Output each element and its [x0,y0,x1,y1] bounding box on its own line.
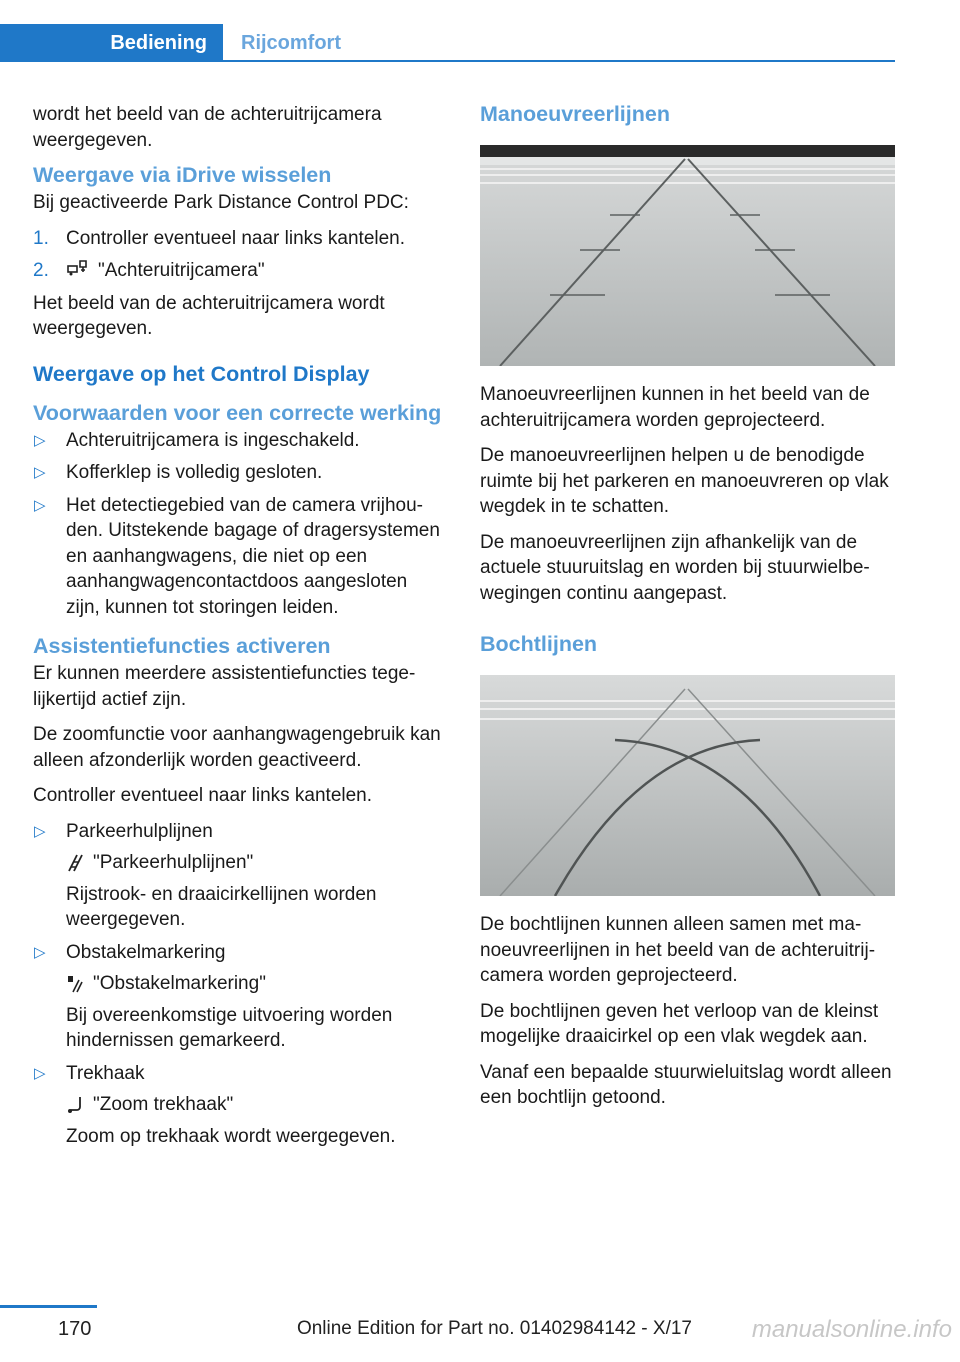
menu-label: "Parkeerhulplijnen" [93,852,254,873]
list-item [33,940,445,1054]
condition-text: Kofferklep is volledig gesloten. [66,462,323,483]
bocht-paragraph: De bochtlijnen geven het verloop van de kleinst mogelijke draaicirkel op een vlak wegdek aan. [480,1000,879,1047]
assist-item-title: Parkeerhulplijnen [66,820,213,842]
tab-rijcomfort[interactable]: Rijcomfort [241,32,341,54]
step-number: 1. [33,227,49,249]
conditions-list [33,428,445,621]
list-item [33,258,445,284]
triangle-bullet-icon: ▷ [34,822,46,840]
idrive-lead: Bij geactiveerde Park Distance Control PDC: [33,192,409,213]
assist-item-desc: Zoom op trekhaak wordt weergegeven. [66,1125,396,1147]
assist-item-title: Obstakelmarkering [66,941,226,963]
heading-assist: Assistentiefuncties activeren [33,634,331,658]
assist-item-desc: Rijstrook- en draaicirkellijnen worden weergegeven. [66,883,377,930]
tab-bediening[interactable]: Bediening [0,24,223,62]
obstacle-marking-icon [66,974,84,994]
assist-paragraph: Controller eventueel naar links kantelen. [33,785,373,806]
triangle-bullet-icon: ▷ [34,431,46,449]
heading-conditions: Voorwaarden voor een correcte werking [33,400,442,425]
rear-camera-icon [66,258,90,278]
assist-item-title: Trekhaak [66,1062,145,1084]
triangle-bullet-icon: ▷ [34,943,46,961]
triangle-bullet-icon: ▷ [34,496,46,514]
idrive-steps [33,226,445,284]
assist-item-desc: Bij overeenkomstige uitvoering worden hindernissen gemarkeerd. [66,1004,393,1051]
list-item [33,460,445,486]
parking-lines-icon [66,853,84,873]
heading-manoeuvre: Manoeuvreerlijnen [480,102,670,126]
menu-label: "Obstakelmarkering" [93,973,266,994]
edition-text: Online Edition for Part no. 01402984142 - X/17 [296,1318,692,1339]
page-number: 170 [58,1318,92,1340]
header-tabbar [0,0,895,62]
list-item [33,819,445,933]
menu-label: "Zoom trekhaak" [93,1094,234,1115]
manoeuvre-paragraph: Manoeuvreerlijnen kunnen in het beeld van de achteruitrijcamera worden geprojecteerd. [480,384,870,431]
heading-bocht: Bochtlijnen [480,632,598,656]
intro-paragraph: wordt het beeld van de achteruitrijcamera weergegeven. [33,104,382,151]
menu-line [66,1092,445,1118]
condition-text: Het detectiegebied van de camera vrijhouden. Uitstekende bagage of dragersystemen en aanhangwagens, die niet op een aanhangwagencontactdoos aangesloten zijn, kunnen tot storingen leiden. [66,494,440,618]
assist-paragraph: Er kunnen meerdere assistentiefuncties tegelijkertijd actief zijn. [33,663,416,710]
step-text: Controller eventueel naar links kantelen. [66,227,406,249]
condition-text: Achteruitrijcamera is ingeschakeld. [66,429,360,451]
triangle-bullet-icon: ▷ [34,464,46,481]
manoeuvre-lines-image [480,145,895,366]
footer-rule [0,1305,97,1308]
watermark: manualsonline.info [751,1316,952,1343]
bocht-paragraph: De bochtlijnen kunnen alleen samen met manoeuvreerlijnen in het beeld van de achteruitrijcamera worden geprojecteerd. [480,914,876,986]
list-item [33,226,445,252]
manoeuvre-paragraph: De manoeuvreerlijnen zijn afhankelijk van de actuele stuuruitslag en worden bij stuurwielbewegingen continu aangepast. [480,531,870,604]
menu-line [66,971,445,997]
assist-paragraph: De zoomfunctie voor aanhangwagengebruik kan alleen afzonderlijk worden geactiveerd. [33,724,441,771]
menu-line [66,850,445,876]
heading-idrive: Weergave via iDrive wisselen [33,163,332,187]
heading-control-display: Weergave op het Control Display [33,361,370,386]
step-text: "Achteruitrijcamera" [98,260,265,281]
right-column [480,102,898,1121]
list-item [33,493,445,621]
bocht-paragraph: Vanaf een bepaalde stuurwieluitslag wordt alleen een bochtlijn getoond. [480,1061,892,1108]
left-column [33,102,445,1156]
list-item [33,1061,445,1150]
list-item [33,428,445,454]
triangle-bullet-icon: ▷ [34,1064,46,1082]
step-number: 2. [33,260,49,281]
tow-hitch-icon [66,1095,84,1115]
assist-list [33,819,445,1150]
idrive-result: Het beeld van de achteruitrijcamera wordt weergegeven. [33,292,385,339]
curve-lines-image [480,675,895,896]
manoeuvre-paragraph: De manoeuvreerlijnen helpen u de benodigde ruimte bij het parkeren en manoeuvreren op vlak wegdek in te schatten. [480,445,889,517]
